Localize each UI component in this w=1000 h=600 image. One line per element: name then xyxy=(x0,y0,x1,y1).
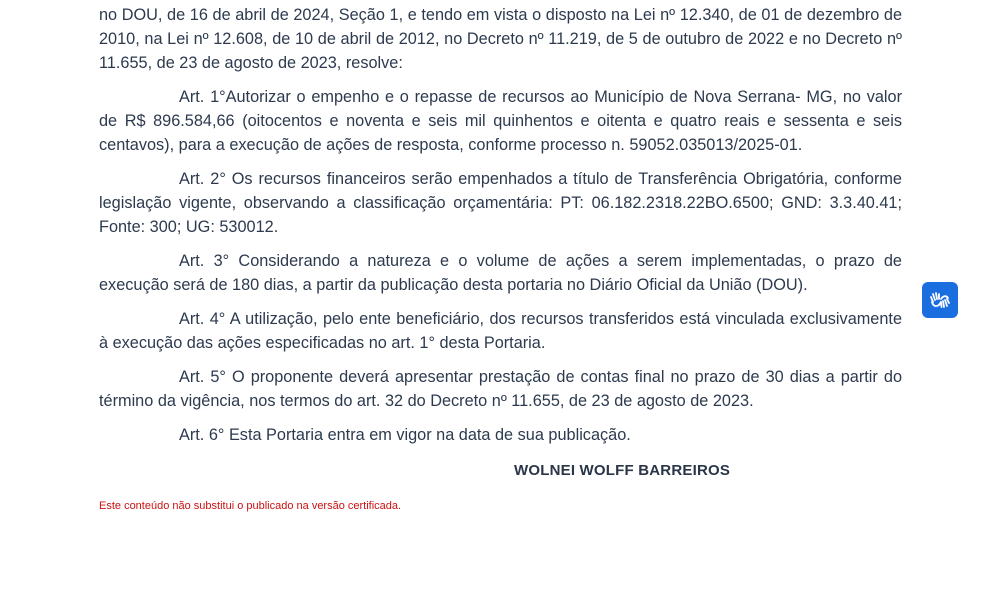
disclaimer-text: Este conteúdo não substitui o publicado na versão certificada. xyxy=(99,500,402,512)
accessibility-sign-language-button[interactable] xyxy=(922,282,958,318)
signature-name: WOLNEI WOLFF BARREIROS xyxy=(514,462,731,479)
article-1: Art. 1°Autorizar o empenho e o repasse de recursos ao Município de Nova Serrana- MG, no valor de R$ 896.584,66 (oitocentos e noventa e seis mil quinhentos e oitenta e quatro reais e sessenta e seis centavos), para a execução de ações de resposta, conforme processo n. 59052.035013/2025-01. xyxy=(99,88,902,154)
article-4: Art. 4° A utilização, pelo ente beneficiário, dos recursos transferidos está vinculada exclusivamente à execução das ações especificadas no art. 1° desta Portaria. xyxy=(99,310,902,352)
intro-paragraph: no DOU, de 16 de abril de 2024, Seção 1, e tendo em vista o disposto na Lei nº 12.340, de 01 de dezembro de 2010, na Lei nº 12.608, de 10 de abril de 2012, no Decreto nº 11.219, de 5 de outubro de 2022 e no Decreto nº 11.655, de 23 de agosto de 2023, resolve: xyxy=(99,6,902,72)
sign-language-hands-icon xyxy=(928,288,952,312)
document-body xyxy=(99,3,902,447)
article-3: Art. 3° Considerando a natureza e o volume de ações a serem implementadas, o prazo de execução será de 180 dias, a partir da publicação desta portaria no Diário Oficial da União (DOU). xyxy=(99,252,902,294)
article-6: Art. 6° Esta Portaria entra em vigor na data de sua publicação. xyxy=(179,426,631,444)
article-2: Art. 2° Os recursos financeiros serão empenhados a título de Transferência Obrigatória, conforme legislação vigente, observando a classificação orçamentária: PT: 06.182.2318.22BO.6500; GND: 3.3.40.41; Fonte: 300; UG: 530012. xyxy=(99,170,902,236)
article-5: Art. 5° O proponente deverá apresentar prestação de contas final no prazo de 30 dias a partir do término da vigência, nos termos do art. 32 do Decreto nº 11.655, de 23 de agosto de 2023. xyxy=(99,368,902,410)
